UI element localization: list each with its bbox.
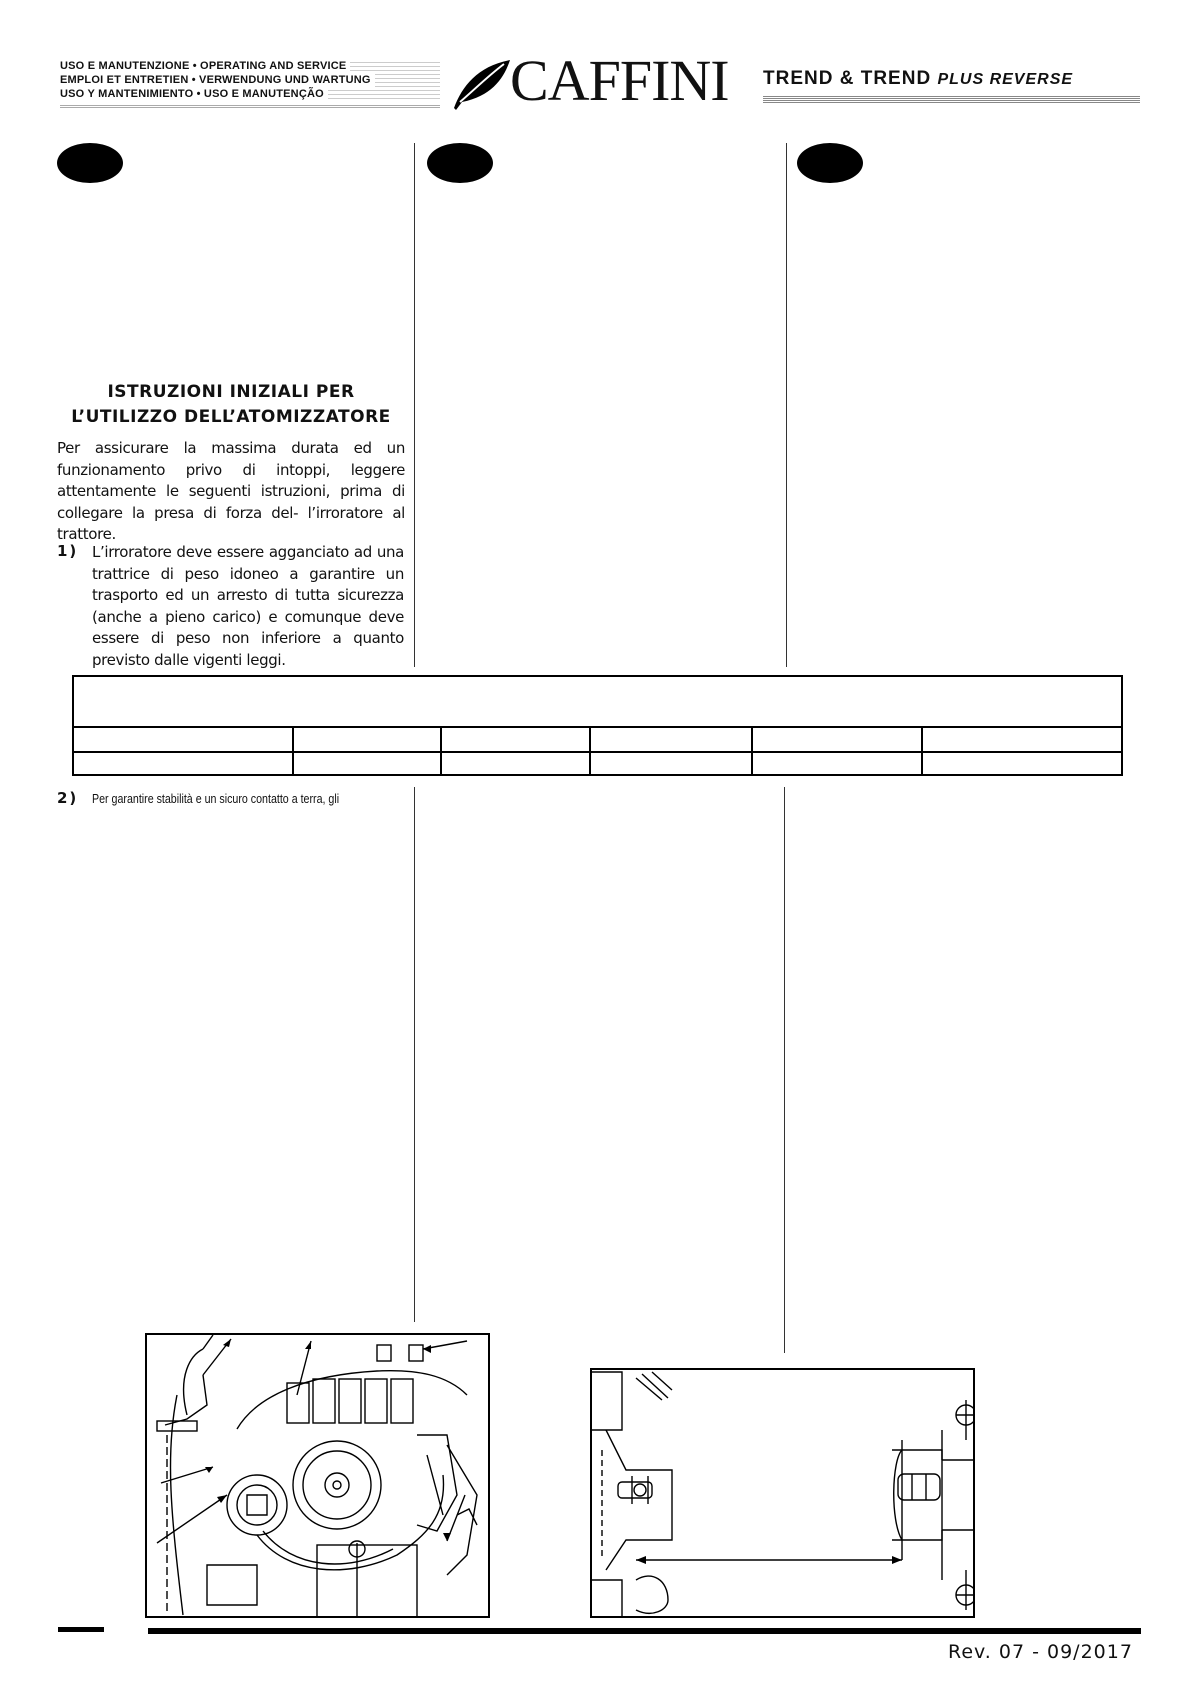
leaf-logo-icon [448, 56, 512, 112]
engine-figure [145, 1333, 490, 1618]
item-2-number: 2) [57, 789, 79, 807]
header-rule-right [763, 95, 1140, 103]
product-title-italic: PLUS REVERSE [937, 71, 1074, 88]
product-title-main: TREND & TREND [763, 68, 932, 89]
column-divider [414, 143, 415, 667]
header-manual-types [60, 59, 440, 101]
item-1-text: L’irroratore deve essere agganciato ad una trattrice di peso idoneo a garantire un trasporto ed un arresto di tutta sicurezza (anche a pieno carico) e comunque deve essere di peso non inferiore a quanto previsto dalle vigenti leggi. [92, 543, 404, 669]
section-heading [57, 380, 405, 430]
column-divider [414, 787, 415, 1322]
header-line-1: USO E MANUTENZIONE • OPERATING AND SERVICE [60, 59, 350, 73]
column-divider [786, 143, 787, 667]
section-title-line-2: L’UTILIZZO DELL’ATOMIZZATORE [71, 407, 391, 427]
language-marker-1 [57, 143, 123, 183]
table-row-divider [74, 751, 1121, 753]
footer-bar-left [58, 1627, 104, 1632]
engine-drawing [147, 1335, 490, 1618]
revision-label: Rev. 07 - 09/2017 [948, 1641, 1133, 1663]
product-title [763, 68, 1073, 90]
language-marker-2 [427, 143, 493, 183]
hitch-figure [590, 1368, 975, 1618]
table-col-divider [440, 726, 442, 776]
footer-bar [148, 1628, 1141, 1634]
header-line-3: USO Y MANTENIMIENTO • USO E MANUTENÇÃO [60, 87, 328, 101]
table-row-divider [74, 726, 1121, 728]
hitch-drawing [592, 1370, 975, 1618]
table-col-divider [292, 726, 294, 776]
item-1-number: 1) [57, 542, 79, 560]
table-col-divider [751, 726, 753, 776]
column-divider [784, 787, 785, 1353]
brand-logo: CAFFINI [510, 48, 729, 113]
language-marker-3 [797, 143, 863, 183]
header-rule-left [60, 104, 440, 108]
specs-table [72, 675, 1123, 776]
header-line-2: EMPLOI ET ENTRETIEN • VERWENDUNG UND WARTUNG [60, 73, 375, 87]
intro-paragraph: Per assicurare la massima durata ed un funzionamento privo di intoppi, leggere attentamente le seguenti istruzioni, prima di collegare la presa di forza del- l’irroratore al trattore. [57, 439, 405, 543]
table-col-divider [589, 726, 591, 776]
table-col-divider [921, 726, 923, 776]
section-title-line-1: ISTRUZIONI INIZIALI PER [107, 382, 355, 402]
item-2-text: Per garantire stabilità e un sicuro contatto a terra, gli [92, 791, 340, 806]
